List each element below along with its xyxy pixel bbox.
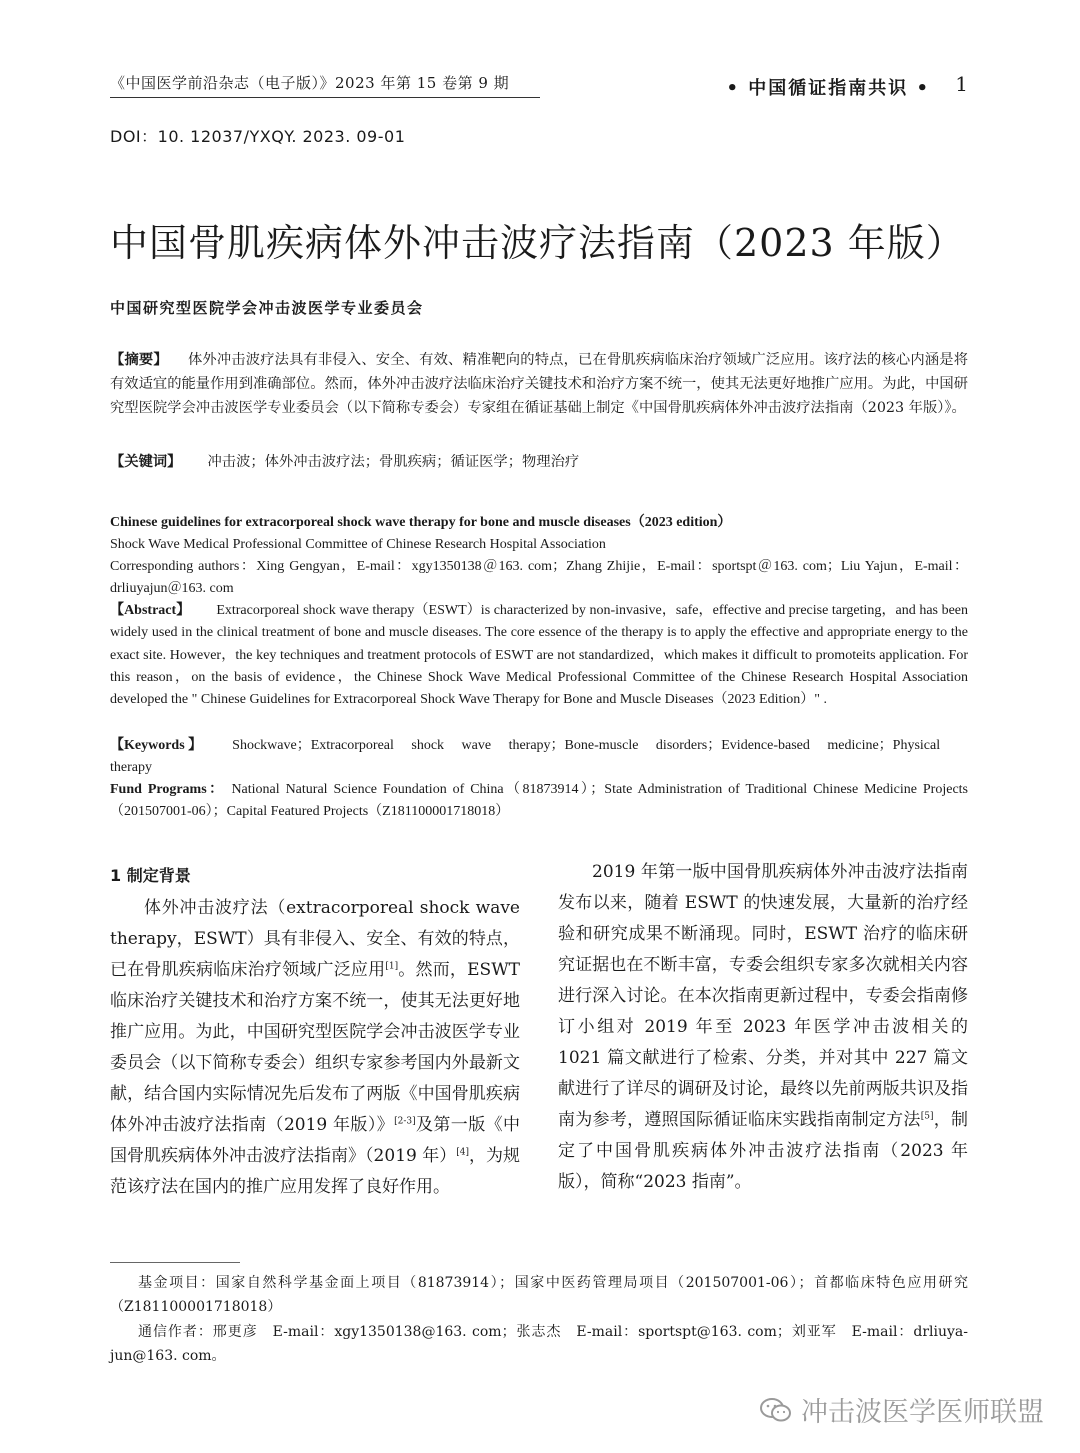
- citation: [5]: [920, 1111, 934, 1122]
- doi: DOI：10. 12037/YXQY. 2023. 09-01: [110, 127, 406, 146]
- cn-abstract-label: 【摘要】: [110, 352, 168, 368]
- wechat-icon: [759, 1397, 793, 1423]
- watermark-text: 冲击波医学医师联盟: [801, 1397, 1044, 1428]
- paper-title: 中国骨肌疾病体外冲击波疗法指南（2023 年版）: [110, 221, 965, 265]
- en-abstract-label: 【Abstract】: [110, 603, 191, 618]
- en-author: Shock Wave Medical Professional Committee of Chinese Research Hospital Association: [110, 537, 606, 552]
- section-tag: • 中国循证指南共识 •: [726, 78, 930, 99]
- citation: [1]: [385, 961, 399, 972]
- paragraph: [110, 893, 520, 1203]
- cn-author: 中国研究型医院学会冲击波医学专业委员会: [110, 299, 424, 317]
- header-rule: [110, 97, 540, 98]
- paragraph-text: 体外冲击波疗法（extracorporeal shock wave therapy，ESWT）具有非侵入、安全、有效的特点，已在骨肌疾病临床治疗领域广泛应用: [110, 898, 520, 980]
- en-keywords-label: 【Keywords 】: [110, 738, 203, 753]
- en-abstract-text: Extracorporeal shock wave therapy（ESWT）is characterized by non-invasive，safe，effective and precise targeting，and has been widely used in the clinical treatment of bone and muscle diseases. The core essence of the therapy is to apply the effective and appropriate energy to the exact site. However，the key techniques and treatment protocols of ESWT are not standardized，which makes it difficult to promoteits application. For this reason，on the basis of evidence，the Chinese Shock Wave Medical Professional Committee of the Chinese Research Hospital Association developed the " Chinese Guidelines for Extracorporeal Shock Wave Therapy for Bone and Muscle Diseases（2023 Edition）" .: [110, 603, 968, 708]
- paragraph-text: 2019 年第一版中国骨肌疾病体外冲击波疗法指南发布以来，随着 ESWT 的快速发展，大量新的治疗经验和研究成果不断涌现。同时，ESWT 治疗的临床研究证据也在不断丰富，专委会组织专家多次就相关内容进行深入讨论。在本次指南更新过程中，专委会指南修订小组对 2019 年至 2023 年医学冲击波相关的 1021 篇文献进行了检索、分类，并对其中 227 篇文献进行了详尽的调研及讨论，最终以先前两版共识及指南为参考，遵照国际循证临床实践指南制定方法: [558, 862, 968, 1130]
- cn-keywords: [110, 450, 968, 474]
- paragraph-text: 。然而，ESWT 临床治疗关键技术和治疗方案不统一，使其无法更好地推广应用。为此，中国研究型医院学会冲击波医学专业委员会（以下简称专委会）组织专家参考国内外最新文献，结合国内实际情况先后发布了两版《中国骨肌疾病体外冲击波疗法指南（2019 年版）》: [110, 960, 521, 1135]
- paragraph-text: 及第一版《中国骨肌疾病体外冲击波疗法指南》（2019 年）: [110, 1115, 520, 1166]
- cn-abstract-text: 体外冲击波疗法具有非侵入、安全、有效、精准靶向的特点，已在骨肌疾病临床治疗领域广泛应用。该疗法的核心内涵是将有效适宜的能量作用到准确部位。然而，体外冲击波疗法临床治疗关键技术和治疗方案不统一，使其无法更好地推广应用。为此，中国研究型医院学会冲击波医学专业委员会（以下简称专委会）专家组在循证基础上制定《中国骨肌疾病体外冲击波疗法指南（2023 年版）》。: [110, 352, 968, 416]
- page-number: 1: [955, 72, 968, 96]
- body-column-right: [558, 857, 968, 1198]
- en-corresponding-authors: Corresponding authors：Xing Gengyan，E-mail：xgy1350138＠163. com；Zhang Zhijie，E-mail：sportspt＠163. com；Liu Yajun，E-mail：drliuyajun＠163. com: [110, 559, 968, 597]
- en-fund-programs: [110, 779, 968, 824]
- footnote-fund: 基金项目：国家自然科学基金面上项目（81873914）；国家中医药管理局项目（201507001-06）；首都临床特色应用研究（Z181100001718018）: [110, 1275, 968, 1315]
- en-keywords-text: Shockwave；Extracorporeal shock wave therapy；Bone-muscle disorders；Evidence-based medicine；Physical therapy: [110, 738, 941, 776]
- en-abstract: [110, 600, 968, 711]
- cn-keywords-label: 【关键词】: [110, 454, 182, 470]
- paragraph-text: ，为规范该疗法在国内的推广应用发挥了良好作用。: [110, 1146, 520, 1197]
- watermark: [759, 1390, 1044, 1429]
- en-fund-text: National Natural Science Foundation of China（81873914）；State Administration of Traditional Chinese Medicine Projects（201507001-06）；Capital Featured Projects（Z181100001718018）: [110, 782, 969, 820]
- citation: [4]: [456, 1147, 469, 1158]
- footnote-rule: [110, 1262, 240, 1263]
- body-column-left: [110, 860, 520, 1203]
- en-keywords: [110, 735, 968, 780]
- section-heading: 1 制定背景: [110, 866, 191, 885]
- cn-abstract: [110, 348, 968, 420]
- cn-keywords-text: 冲击波；体外冲击波疗法；骨肌疾病；循证医学；物理治疗: [207, 454, 580, 470]
- footnote-corresponding: 通信作者：邢更彦 E-mail：xgy1350138@163. com；张志杰 E-mail：sportspt@163. com；刘亚军 E-mail：drliuya-jun@163. com。: [110, 1324, 968, 1364]
- citation: [2-3]: [394, 1116, 416, 1127]
- en-title: Chinese guidelines for extracorporeal shock wave therapy for bone and muscle diseases（2023 edition）: [110, 515, 732, 530]
- running-head: 《中国医学前沿杂志（电子版）》2023 年第 15 卷第 9 期: [110, 74, 510, 92]
- paragraph-text: ，制定了中国骨肌疾病体外冲击波疗法指南（2023 年版），简称“2023 指南”。: [558, 1110, 969, 1192]
- en-fund-label: Fund Programs：: [110, 782, 226, 797]
